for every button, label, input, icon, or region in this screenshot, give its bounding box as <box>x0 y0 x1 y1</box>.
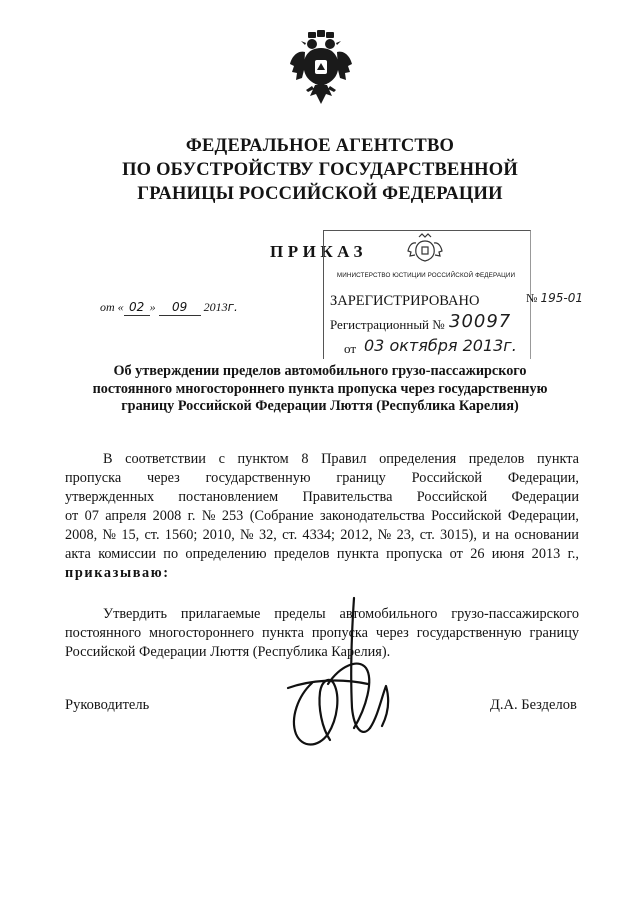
order-number-value: 195-01 <box>540 291 583 305</box>
signatory-name: Д.А. Безделов <box>490 697 577 713</box>
registration-stamp <box>323 230 531 359</box>
word: прилагаемые <box>180 606 261 622</box>
word: через <box>146 470 180 486</box>
word: пределов <box>273 546 330 562</box>
state-emblem-icon <box>288 30 354 106</box>
stamp-registered: ЗАРЕГИСТРИРОВАНО <box>330 293 480 309</box>
word: основании <box>514 527 579 543</box>
word: № <box>201 508 216 524</box>
word: июня <box>491 546 525 562</box>
date-year-suffix: г. <box>227 300 238 314</box>
stamp-reg-number: 30097 <box>449 311 512 332</box>
word: пропуска <box>65 470 122 486</box>
word: 15, <box>121 527 140 543</box>
subject-line-3: границу Российской Федерации Люття (Республика Карелия) <box>121 398 519 414</box>
word: ст. <box>144 527 160 543</box>
date-prefix: от « <box>100 300 124 314</box>
word: пункта <box>261 625 304 641</box>
resolves-word: приказываю: <box>65 565 170 581</box>
word: 23, <box>396 527 415 543</box>
word: утвержденных <box>65 489 155 505</box>
word: 253 <box>221 508 244 524</box>
word: на <box>495 527 510 543</box>
word: 4334; <box>302 527 335 543</box>
word: ст. <box>419 527 435 543</box>
word: 32, <box>258 527 277 543</box>
body-paragraph-1 <box>65 450 579 583</box>
resolves-line <box>65 564 579 583</box>
word: апреля <box>105 508 147 524</box>
word: грузо-пассажирского <box>451 606 579 622</box>
order-date <box>100 300 238 316</box>
word: Российской <box>416 489 488 505</box>
paragraph-2-last-line: Российской Федерации Люття (Республика Карелия). <box>65 644 391 660</box>
word: и <box>482 527 490 543</box>
agency-line-1: ФЕДЕРАЛЬНОЕ АГЕНТСТВО <box>185 136 455 156</box>
para1-line <box>65 545 579 564</box>
word: от <box>65 508 79 524</box>
subject-line-2: постоянного многостороннего пункта пропуска через государственную <box>92 380 548 397</box>
word: Правительства <box>302 489 393 505</box>
word: 07 <box>84 508 99 524</box>
date-mid: » <box>149 300 156 314</box>
order-title: ПРИКАЗ <box>270 242 367 261</box>
word: от <box>449 546 463 562</box>
handwritten-signature <box>270 588 420 768</box>
word: государственную <box>416 625 522 641</box>
word: акта <box>65 546 91 562</box>
para1-line <box>65 450 579 469</box>
word: 2012, <box>340 527 373 543</box>
word: границу <box>529 625 579 641</box>
word: законодательства <box>319 508 425 524</box>
word: границу <box>336 470 386 486</box>
word: Утвердить <box>103 606 168 622</box>
word: 26 <box>470 546 485 562</box>
word: 2010, <box>202 527 235 543</box>
word: г., <box>567 546 579 562</box>
agency-line-2: ПО ОБУСТРОЙСТВУ ГОСУДАРСТВЕННОЙ <box>122 160 518 180</box>
word: 8 <box>301 451 309 467</box>
word: соответствии <box>125 451 206 467</box>
order-number-mark: № <box>526 291 538 305</box>
word: пункта <box>336 546 379 562</box>
stamp-ministry: МИНИСТЕРСТВО ЮСТИЦИИ РОССИЙСКОЙ ФЕДЕРАЦИИ <box>336 272 516 279</box>
order-number <box>526 291 583 306</box>
word: г. <box>187 508 196 524</box>
word: Российской <box>411 470 483 486</box>
word: Правил <box>321 451 367 467</box>
word: 2008, <box>65 527 98 543</box>
word: с <box>218 451 225 467</box>
word: 2008 <box>152 508 182 524</box>
para1-line <box>65 526 579 545</box>
word: Российской <box>431 508 502 524</box>
para1-line <box>65 469 579 488</box>
agency-line-3: ГРАНИЦЫ РОССИЙСКОЙ ФЕДЕРАЦИИ <box>137 184 503 204</box>
word: 3015), <box>440 527 477 543</box>
word: 1560; <box>164 527 198 543</box>
word: № <box>377 527 392 543</box>
date-day: 02 <box>129 300 145 314</box>
word: определения <box>379 451 457 467</box>
date-month: 09 <box>172 300 188 314</box>
word: постановлением <box>178 489 279 505</box>
word: постоянного <box>65 625 142 641</box>
para1-line <box>65 507 579 526</box>
word: ст. <box>282 527 298 543</box>
stamp-from-label: от <box>344 341 357 356</box>
word: пропуска <box>386 546 443 562</box>
stamp-reg-number-label: Регистрационный № <box>330 317 445 332</box>
word: определению <box>185 546 267 562</box>
word: комиссии <box>98 546 156 562</box>
word: Федерации, <box>507 470 579 486</box>
para1-line <box>65 488 579 507</box>
word: автомобильного <box>339 606 438 622</box>
stamp-reg-date: 03 октября 2013г. <box>364 336 517 355</box>
word: пределов <box>468 451 525 467</box>
word: Федерации, <box>507 508 579 524</box>
word: 2013 <box>531 546 561 562</box>
word: государственную <box>205 470 311 486</box>
word: № <box>102 527 117 543</box>
word: пункта <box>537 451 579 467</box>
word: через <box>375 625 409 641</box>
word: № <box>240 527 254 543</box>
word: (Собрание <box>249 508 314 524</box>
date-year: 2013 <box>203 300 228 314</box>
agency-name <box>60 134 580 206</box>
signatory-role: Руководитель <box>65 697 150 713</box>
word: пределы <box>274 606 326 622</box>
word: В <box>103 451 113 467</box>
order-subject <box>60 363 580 416</box>
word: Федерации <box>511 489 579 505</box>
word: пропуска <box>311 625 369 641</box>
word: многостороннего <box>149 625 255 641</box>
stamp-emblem-icon <box>407 233 443 265</box>
word: пунктом <box>237 451 289 467</box>
word: по <box>163 546 179 562</box>
subject-line-1: Об утверждении пределов автомобильного грузо-пассажирского <box>113 363 527 379</box>
